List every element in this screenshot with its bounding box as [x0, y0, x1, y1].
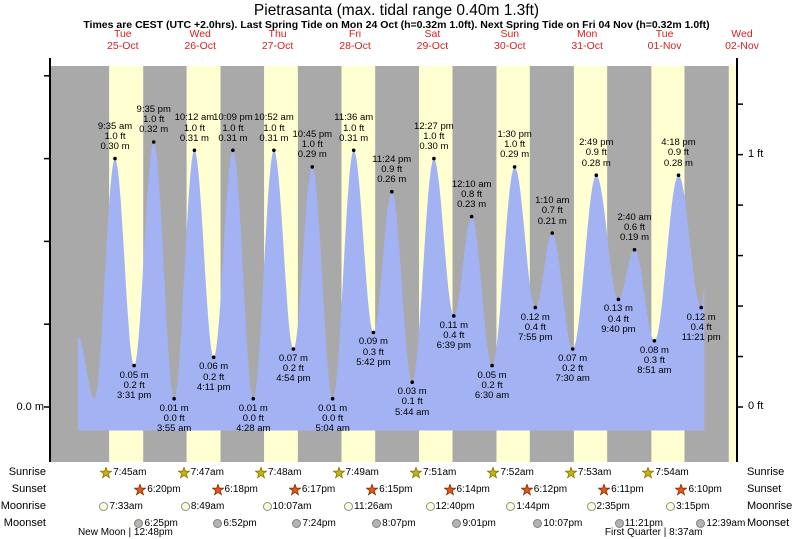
sunset-time: 6:20pm	[147, 484, 181, 495]
moonrise-time: 10:07am	[272, 501, 312, 512]
sunset-time: 6:11pm	[611, 484, 644, 495]
tide-high-label	[519, 196, 585, 227]
moonset-time: 6:52pm	[223, 518, 257, 529]
tide-label-line: 0.2 ft	[203, 371, 225, 383]
day-weekday: Wed	[189, 28, 211, 40]
sunset-star-icon	[366, 484, 378, 496]
moonrise-icon	[426, 502, 435, 511]
tide-label-line: 0.03 m	[397, 386, 427, 398]
tide-label-line: 0.12 m	[520, 311, 550, 323]
moonrise-icon	[181, 502, 190, 511]
tide-label-line: 7:30 am	[555, 373, 590, 385]
tide-low-label	[181, 362, 247, 393]
moonrise-icon	[666, 502, 675, 511]
tide-low-label	[502, 313, 568, 344]
tide-label-line: 0.0 ft	[322, 412, 344, 424]
tide-label-line: 11:36 am	[334, 112, 374, 124]
sunrise-entry	[410, 466, 456, 479]
sunrise-row-label-left: Sunrise	[8, 466, 46, 478]
tide-extreme-dot	[311, 165, 315, 169]
sunrise-entry	[178, 466, 224, 479]
tide-extreme-dot	[653, 339, 657, 343]
tide-extreme-dot	[513, 165, 517, 169]
tide-extreme-dot	[595, 173, 599, 177]
tide-label-line: 0.29 m	[500, 149, 530, 161]
tide-label-line: 0.12 m	[686, 311, 716, 323]
tide-label-line: 0.30 m	[100, 141, 130, 152]
sunrise-entry	[333, 466, 379, 479]
tide-label-line: 0.06 m	[199, 361, 229, 373]
tide-extreme-dot	[452, 314, 456, 318]
sunset-row-label-left: Sunset	[11, 483, 46, 495]
tide-label-line: 1.0 ft	[104, 130, 126, 142]
tide-high-label	[482, 130, 548, 161]
tide-label-line: 0.3 ft	[643, 354, 665, 366]
moonset-entry	[292, 517, 335, 530]
day-date: 25-Oct	[107, 39, 139, 52]
sunset-star-icon	[675, 484, 687, 496]
sunrise-star-icon	[178, 467, 190, 479]
daylight-stripe	[729, 66, 737, 462]
tide-high-label	[439, 180, 505, 211]
tide-label-line: 0.01 m	[159, 402, 189, 414]
moonrise-entry	[506, 500, 549, 513]
tide-label-line: 4:11 pm	[196, 381, 231, 393]
moonrise-entry	[344, 500, 392, 513]
tide-label-line: 8:51 am	[637, 365, 672, 377]
sunset-time: 6:17pm	[301, 484, 336, 495]
moon-phase-annotation: New Moon | 12:48pm	[77, 527, 173, 538]
tide-label-line: 0.0 ft	[242, 412, 264, 424]
tide-label-line: 1.0 ft	[222, 122, 244, 134]
sunset-time: 6:14pm	[456, 484, 490, 495]
tide-extreme-dot	[551, 231, 555, 235]
tide-label-line: 0.29 m	[297, 149, 327, 161]
tide-label-line: 12:10 am	[451, 178, 492, 190]
tide-low-label	[540, 354, 606, 385]
moonrise-row-label-right: Moonrise	[747, 500, 793, 512]
moonset-entry	[372, 517, 415, 530]
tide-label-line: 0.2 ft	[123, 379, 145, 391]
day-weekday: Mon	[576, 28, 598, 40]
tide-label-line: 9:35 pm	[136, 104, 171, 116]
tide-label-line: 7:55 pm	[518, 332, 553, 344]
moonset-time: 9:01pm	[462, 518, 496, 529]
sunrise-entry	[255, 466, 301, 479]
y-axis-label-left-zero: 0.0 m	[16, 401, 44, 413]
day-weekday: Sun	[500, 28, 520, 40]
tide-extreme-dot	[633, 248, 637, 252]
tide-label-line: 0.8 ft	[461, 188, 483, 200]
day-weekday: Tue	[655, 28, 674, 40]
y-axis-label-right-one-ft: 1 ft	[748, 148, 764, 160]
tide-label-line: 0.2 ft	[282, 363, 304, 375]
tide-high-label	[563, 138, 629, 169]
tide-label-line: 1.0 ft	[343, 122, 365, 134]
tide-high-label	[321, 113, 387, 144]
tide-label-line: 5:04 am	[315, 423, 350, 435]
tide-label-line: 0.23 m	[457, 198, 487, 210]
tide-extreme-dot	[372, 331, 376, 335]
sunrise-row-label-right: Sunrise	[747, 466, 785, 478]
tide-label-line: 0.32 m	[139, 124, 169, 136]
moonrise-entry	[99, 500, 142, 513]
tide-label-line: 1.0 ft	[143, 114, 165, 126]
sunrise-star-icon	[255, 467, 267, 479]
sunset-time: 6:15pm	[379, 484, 413, 495]
tide-label-line: 0.21 m	[537, 215, 567, 227]
moonrise-entry	[666, 500, 709, 513]
sunset-row-label-right: Sunset	[747, 483, 782, 495]
tide-label-line: 5:42 pm	[356, 356, 391, 368]
tide-label-line: 2:40 am	[617, 211, 652, 223]
sunset-star-icon	[289, 484, 301, 496]
tide-label-line: 0.7 ft	[541, 205, 563, 217]
day-weekday: Fri	[348, 28, 362, 40]
day-date: 01-Nov	[647, 39, 682, 52]
tide-extreme-dot	[331, 397, 335, 401]
tide-label-line: 0.2 ft	[481, 379, 503, 391]
tide-label-line: 1.0 ft	[301, 139, 323, 151]
tide-extreme-dot	[172, 397, 176, 401]
tide-extreme-dot	[677, 173, 681, 177]
day-date: 30-Oct	[494, 39, 526, 52]
moonrise-row-label-left: Moonrise	[0, 500, 46, 512]
moonrise-icon	[263, 502, 272, 511]
moonrise-icon	[587, 502, 596, 511]
tide-label-line: 0.4 ft	[690, 321, 712, 333]
moonset-icon	[372, 519, 381, 528]
tide-label-line: 4:18 pm	[661, 137, 696, 149]
moonset-entry	[533, 517, 582, 530]
sunset-entry	[675, 483, 721, 496]
tide-low-label	[459, 371, 525, 402]
tide-label-line: 0.4 ft	[443, 330, 465, 342]
tide-label-line: 9:40 pm	[601, 323, 636, 335]
tide-label-line: 0.13 m	[603, 303, 633, 315]
tide-low-label	[300, 404, 366, 435]
sunrise-time: 7:51am	[423, 467, 457, 478]
sunset-time: 6:12pm	[533, 484, 568, 495]
sunrise-time: 7:45am	[113, 467, 147, 478]
tide-label-line: 4:28 am	[236, 423, 271, 435]
tide-label-line: 3:55 am	[156, 423, 192, 435]
tide-extreme-dot	[252, 397, 256, 401]
tide-low-label	[141, 404, 207, 435]
day-date: 29-Oct	[416, 39, 449, 52]
tide-extreme-dot	[432, 157, 436, 161]
tide-label-line: 0.05 m	[477, 369, 507, 381]
sunset-entry	[212, 483, 258, 496]
tide-low-label	[379, 387, 445, 418]
tide-label-line: 0.28 m	[581, 157, 611, 169]
sunrise-star-icon	[642, 467, 654, 479]
tide-low-label	[220, 404, 286, 435]
sunrise-star-icon	[100, 467, 112, 479]
tide-label-line: 1.0 ft	[504, 139, 526, 151]
tide-label-line: 11:21 pm	[681, 332, 721, 344]
tide-label-line: 0.07 m	[278, 353, 308, 365]
day-date: 28-Oct	[339, 39, 371, 52]
tide-label-line: 0.6 ft	[623, 221, 646, 233]
moonrise-time: 1:44pm	[516, 501, 550, 512]
tide-label-line: 0.07 m	[558, 353, 588, 365]
tide-extreme-dot	[212, 356, 216, 360]
tide-low-label	[421, 321, 487, 352]
moonset-time: 8:07pm	[382, 518, 416, 529]
tide-extreme-dot	[352, 149, 356, 153]
y-axis-label-right-zero-ft: 0 ft	[748, 400, 764, 412]
tide-label-line: 0.28 m	[663, 157, 693, 169]
tide-extreme-dot	[571, 347, 575, 351]
tide-label-line: 0.01 m	[238, 402, 268, 414]
tide-extreme-dot	[699, 306, 703, 310]
tide-extreme-dot	[132, 364, 136, 368]
tide-extreme-dot	[390, 190, 394, 194]
tide-low-label	[260, 354, 326, 385]
tide-label-line: 0.9 ft	[667, 147, 690, 159]
tide-label-line: 1.0 ft	[183, 122, 205, 134]
tide-low-label	[668, 313, 734, 344]
tide-label-line: 0.26 m	[377, 174, 407, 186]
sunset-time: 6:10pm	[688, 484, 722, 495]
sunset-entry	[598, 483, 644, 496]
moonrise-time: 11:26am	[354, 501, 393, 512]
tide-high-label	[645, 138, 711, 169]
tide-label-line: 4:54 pm	[276, 373, 311, 385]
moonset-time: 12:39am	[706, 518, 746, 529]
page-title: Pietrasanta (max. tidal range 0.40m 1.3ft)	[253, 2, 540, 19]
moonrise-time: 12:40pm	[435, 501, 475, 512]
sunset-entry	[366, 483, 412, 496]
tide-high-label	[359, 155, 425, 186]
tide-extreme-dot	[152, 140, 156, 144]
tide-label-line: 6:30 am	[474, 390, 510, 401]
tide-label-line: 0.2 ft	[562, 363, 584, 375]
moonset-row-label-right: Moonset	[747, 517, 790, 529]
sunrise-star-icon	[487, 467, 499, 479]
sunset-star-icon	[444, 484, 456, 496]
day-weekday: Tue	[113, 28, 132, 40]
tide-low-label	[340, 337, 406, 368]
tide-label-line: 10:52 am	[254, 112, 294, 124]
chart-subtitle: Times are CEST (UTC +2.0hrs). Last Spring Tide on Mon 24 Oct (h=0.32m 1.0ft). Next Spring Tide on Fri 04 Nov (h=0.32m 1.0ft)	[83, 19, 710, 31]
moon-phase-annotation: First Quarter | 8:37am	[604, 527, 703, 538]
sunset-star-icon	[212, 484, 224, 496]
tide-label-line: 0.0 ft	[163, 412, 185, 424]
sunset-entry	[289, 483, 335, 496]
sunrise-star-icon	[410, 467, 422, 479]
moonrise-icon	[344, 502, 353, 511]
tide-label-line: 1.0 ft	[263, 122, 285, 134]
sunset-star-icon	[521, 484, 533, 496]
tide-extreme-dot	[490, 364, 494, 368]
tide-label-line: 10:09 pm	[213, 112, 253, 124]
sunrise-entry	[642, 466, 688, 479]
tide-label-line: 3:31 pm	[116, 390, 152, 401]
moonset-row-label-left: Moonset	[3, 517, 46, 529]
tide-extreme-dot	[193, 149, 197, 153]
moonset-icon	[292, 519, 301, 528]
tide-label-line: 1:30 pm	[497, 128, 532, 140]
tide-extreme-dot	[231, 149, 235, 153]
day-date: 27-Oct	[261, 39, 294, 52]
moonrise-time: 3:15pm	[676, 501, 710, 512]
moonset-icon	[533, 519, 542, 528]
moonset-time: 10:07pm	[543, 518, 583, 529]
tide-label-line: 0.1 ft	[401, 396, 423, 408]
tide-label-line: 0.4 ft	[524, 321, 546, 333]
moonset-time: 11:21pm	[624, 518, 663, 529]
tide-label-line: 0.01 m	[318, 402, 348, 414]
tide-low-label	[585, 304, 651, 335]
tide-label-line: 0.19 m	[619, 232, 650, 244]
sunset-time: 6:18pm	[224, 484, 258, 495]
day-weekday: Wed	[731, 28, 753, 40]
tide-label-line: 0.9 ft	[381, 163, 403, 175]
moonset-entry	[452, 517, 495, 530]
sunrise-time: 7:47am	[190, 467, 224, 478]
tide-label-line: 12:27 pm	[414, 120, 454, 132]
tide-label-line: 1:10 am	[535, 195, 570, 207]
sunrise-time: 7:53am	[577, 467, 612, 478]
tide-label-line: 0.05 m	[119, 369, 149, 381]
tide-label-line: 0.31 m	[339, 132, 369, 144]
sunset-entry	[521, 483, 567, 496]
tide-label-line: 0.30 m	[419, 141, 449, 152]
tide-high-label	[401, 122, 467, 153]
day-date: 02-Nov	[725, 39, 759, 52]
moonset-icon	[213, 519, 222, 528]
tide-low-label	[101, 371, 167, 402]
tide-extreme-dot	[534, 306, 538, 310]
moonrise-entry	[587, 500, 630, 513]
moonrise-entry	[181, 500, 224, 513]
tide-label-line: 10:45 pm	[292, 128, 333, 140]
tide-label-line: 5:44 am	[395, 406, 430, 418]
tide-extreme-dot	[272, 149, 276, 153]
tide-label-line: 0.3 ft	[362, 346, 384, 358]
sunrise-time: 7:54am	[655, 467, 689, 478]
moonrise-time: 7:33am	[109, 501, 143, 512]
sunrise-time: 7:52am	[500, 467, 534, 478]
tide-label-line: 0.9 ft	[585, 147, 607, 159]
day-date: 26-Oct	[184, 39, 216, 52]
sunrise-entry	[100, 466, 146, 479]
moonset-time: 7:24pm	[302, 518, 336, 529]
tide-label-line: 9:35 am	[97, 120, 133, 132]
tide-label-line: 0.31 m	[218, 132, 248, 144]
tide-label-line: 11:24 pm	[372, 153, 412, 165]
sunset-star-icon	[134, 484, 146, 496]
sunrise-entry	[565, 466, 611, 479]
sunset-entry	[444, 483, 490, 496]
sunrise-star-icon	[333, 467, 345, 479]
tide-low-label	[621, 346, 687, 377]
moonrise-icon	[506, 502, 515, 511]
tide-label-line: 10:12 am	[174, 112, 215, 124]
moonrise-icon	[99, 502, 108, 511]
moonset-entry	[213, 517, 256, 530]
tide-label-line: 0.4 ft	[607, 313, 629, 325]
tide-extreme-dot	[113, 157, 117, 161]
tide-extreme-dot	[292, 347, 296, 351]
moonrise-entry	[426, 500, 475, 513]
tide-extreme-dot	[617, 298, 621, 302]
tide-label-line: 0.08 m	[639, 344, 669, 356]
sunset-star-icon	[598, 484, 610, 496]
tide-high-label	[602, 213, 668, 244]
moonset-time: 6:25pm	[144, 518, 178, 529]
tide-extreme-dot	[470, 215, 474, 219]
day-weekday: Sat	[424, 28, 441, 40]
moonrise-time: 2:35pm	[596, 501, 630, 512]
day-date: 31-Oct	[571, 39, 603, 52]
tide-label-line: 0.09 m	[358, 336, 388, 348]
sunrise-star-icon	[565, 467, 577, 479]
tide-label-line: 0.31 m	[179, 132, 209, 144]
sunrise-entry	[487, 466, 533, 479]
day-weekday: Thu	[268, 28, 287, 40]
moonrise-entry	[263, 500, 312, 513]
moonset-icon	[452, 519, 461, 528]
moonrise-time: 8:49am	[190, 501, 225, 512]
tide-label-line: 6:39 pm	[436, 340, 471, 352]
sunset-entry	[134, 483, 180, 496]
tide-label-line: 2:49 pm	[579, 137, 614, 149]
sunrise-time: 7:49am	[345, 467, 379, 478]
tide-label-line: 0.31 m	[259, 132, 289, 144]
tide-label-line: 1.0 ft	[423, 130, 445, 142]
tide-label-line: 0.11 m	[439, 319, 469, 331]
tide-extreme-dot	[410, 380, 414, 384]
sunrise-time: 7:48am	[268, 467, 302, 478]
